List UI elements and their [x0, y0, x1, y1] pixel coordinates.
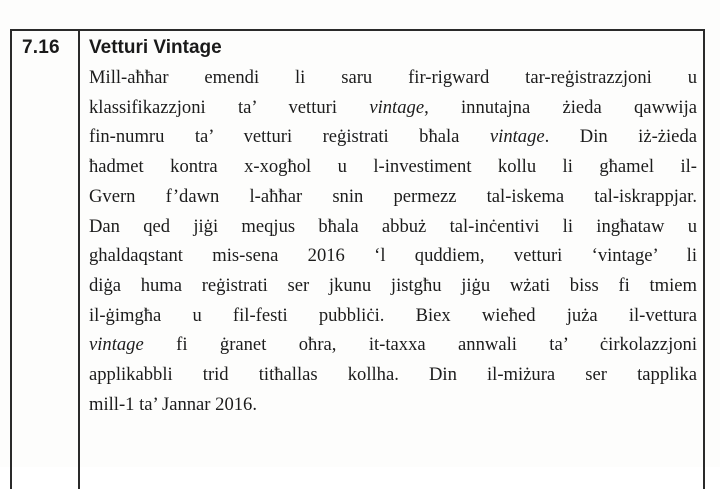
italic-term: vintage [89, 334, 144, 356]
paragraph-line: mill-1 ta’ Jannar 2016. [89, 393, 257, 415]
italic-term: vintage [489, 126, 545, 148]
paragraph-line: klassifikazzjoni ta’ vetturi vintage, innutajna żieda qawwija [89, 96, 698, 118]
paragraph-line: vintage fi ġranet oħra, it-taxxa annwali ta’ ċirkolazzjoni [89, 334, 697, 356]
paragraph-line: Mill-aħħar emendi li saru fir-rigward tar-reġistrazzjoni u [89, 67, 697, 88]
italic-term: vintage [369, 96, 425, 118]
column-divider [78, 29, 80, 489]
paragraph-line: Dan qed jiġi meqjus bħala abbuż tal-inċentivi li ingħataw u [89, 215, 697, 237]
section-number: 7.16 [22, 37, 60, 58]
paragraph-line: fin-numru ta’ vetturi reġistrati bħala vintage. Din iż-żieda [89, 126, 697, 148]
paragraph-line: applikabbli trid titħallas kollha. Din il-miżura ser tapplika [89, 364, 697, 386]
paragraph-line: il-ġimgħa u fil-festi pubbliċi. Biex wieħed juża il-vettura [89, 304, 697, 326]
paragraph-line: ghaldaqstant mis-sena 2016 ‘l quddiem, vetturi ‘vintage’ li [89, 245, 697, 267]
section-title: Vetturi Vintage [89, 37, 222, 58]
section-body-paragraph [89, 63, 697, 419]
paragraph-line: ħadmet kontra x-xogħol u l-investiment kollu li għamel il- [89, 156, 697, 178]
paragraph-line: Gvern f’dawn l-aħħar snin permezz tal-iskema tal-iskrappjar. [89, 185, 697, 207]
paragraph-line: diġa huma reġistrati ser jkunu jistgħu jiġu wżati biss fi tmiem [89, 274, 697, 296]
